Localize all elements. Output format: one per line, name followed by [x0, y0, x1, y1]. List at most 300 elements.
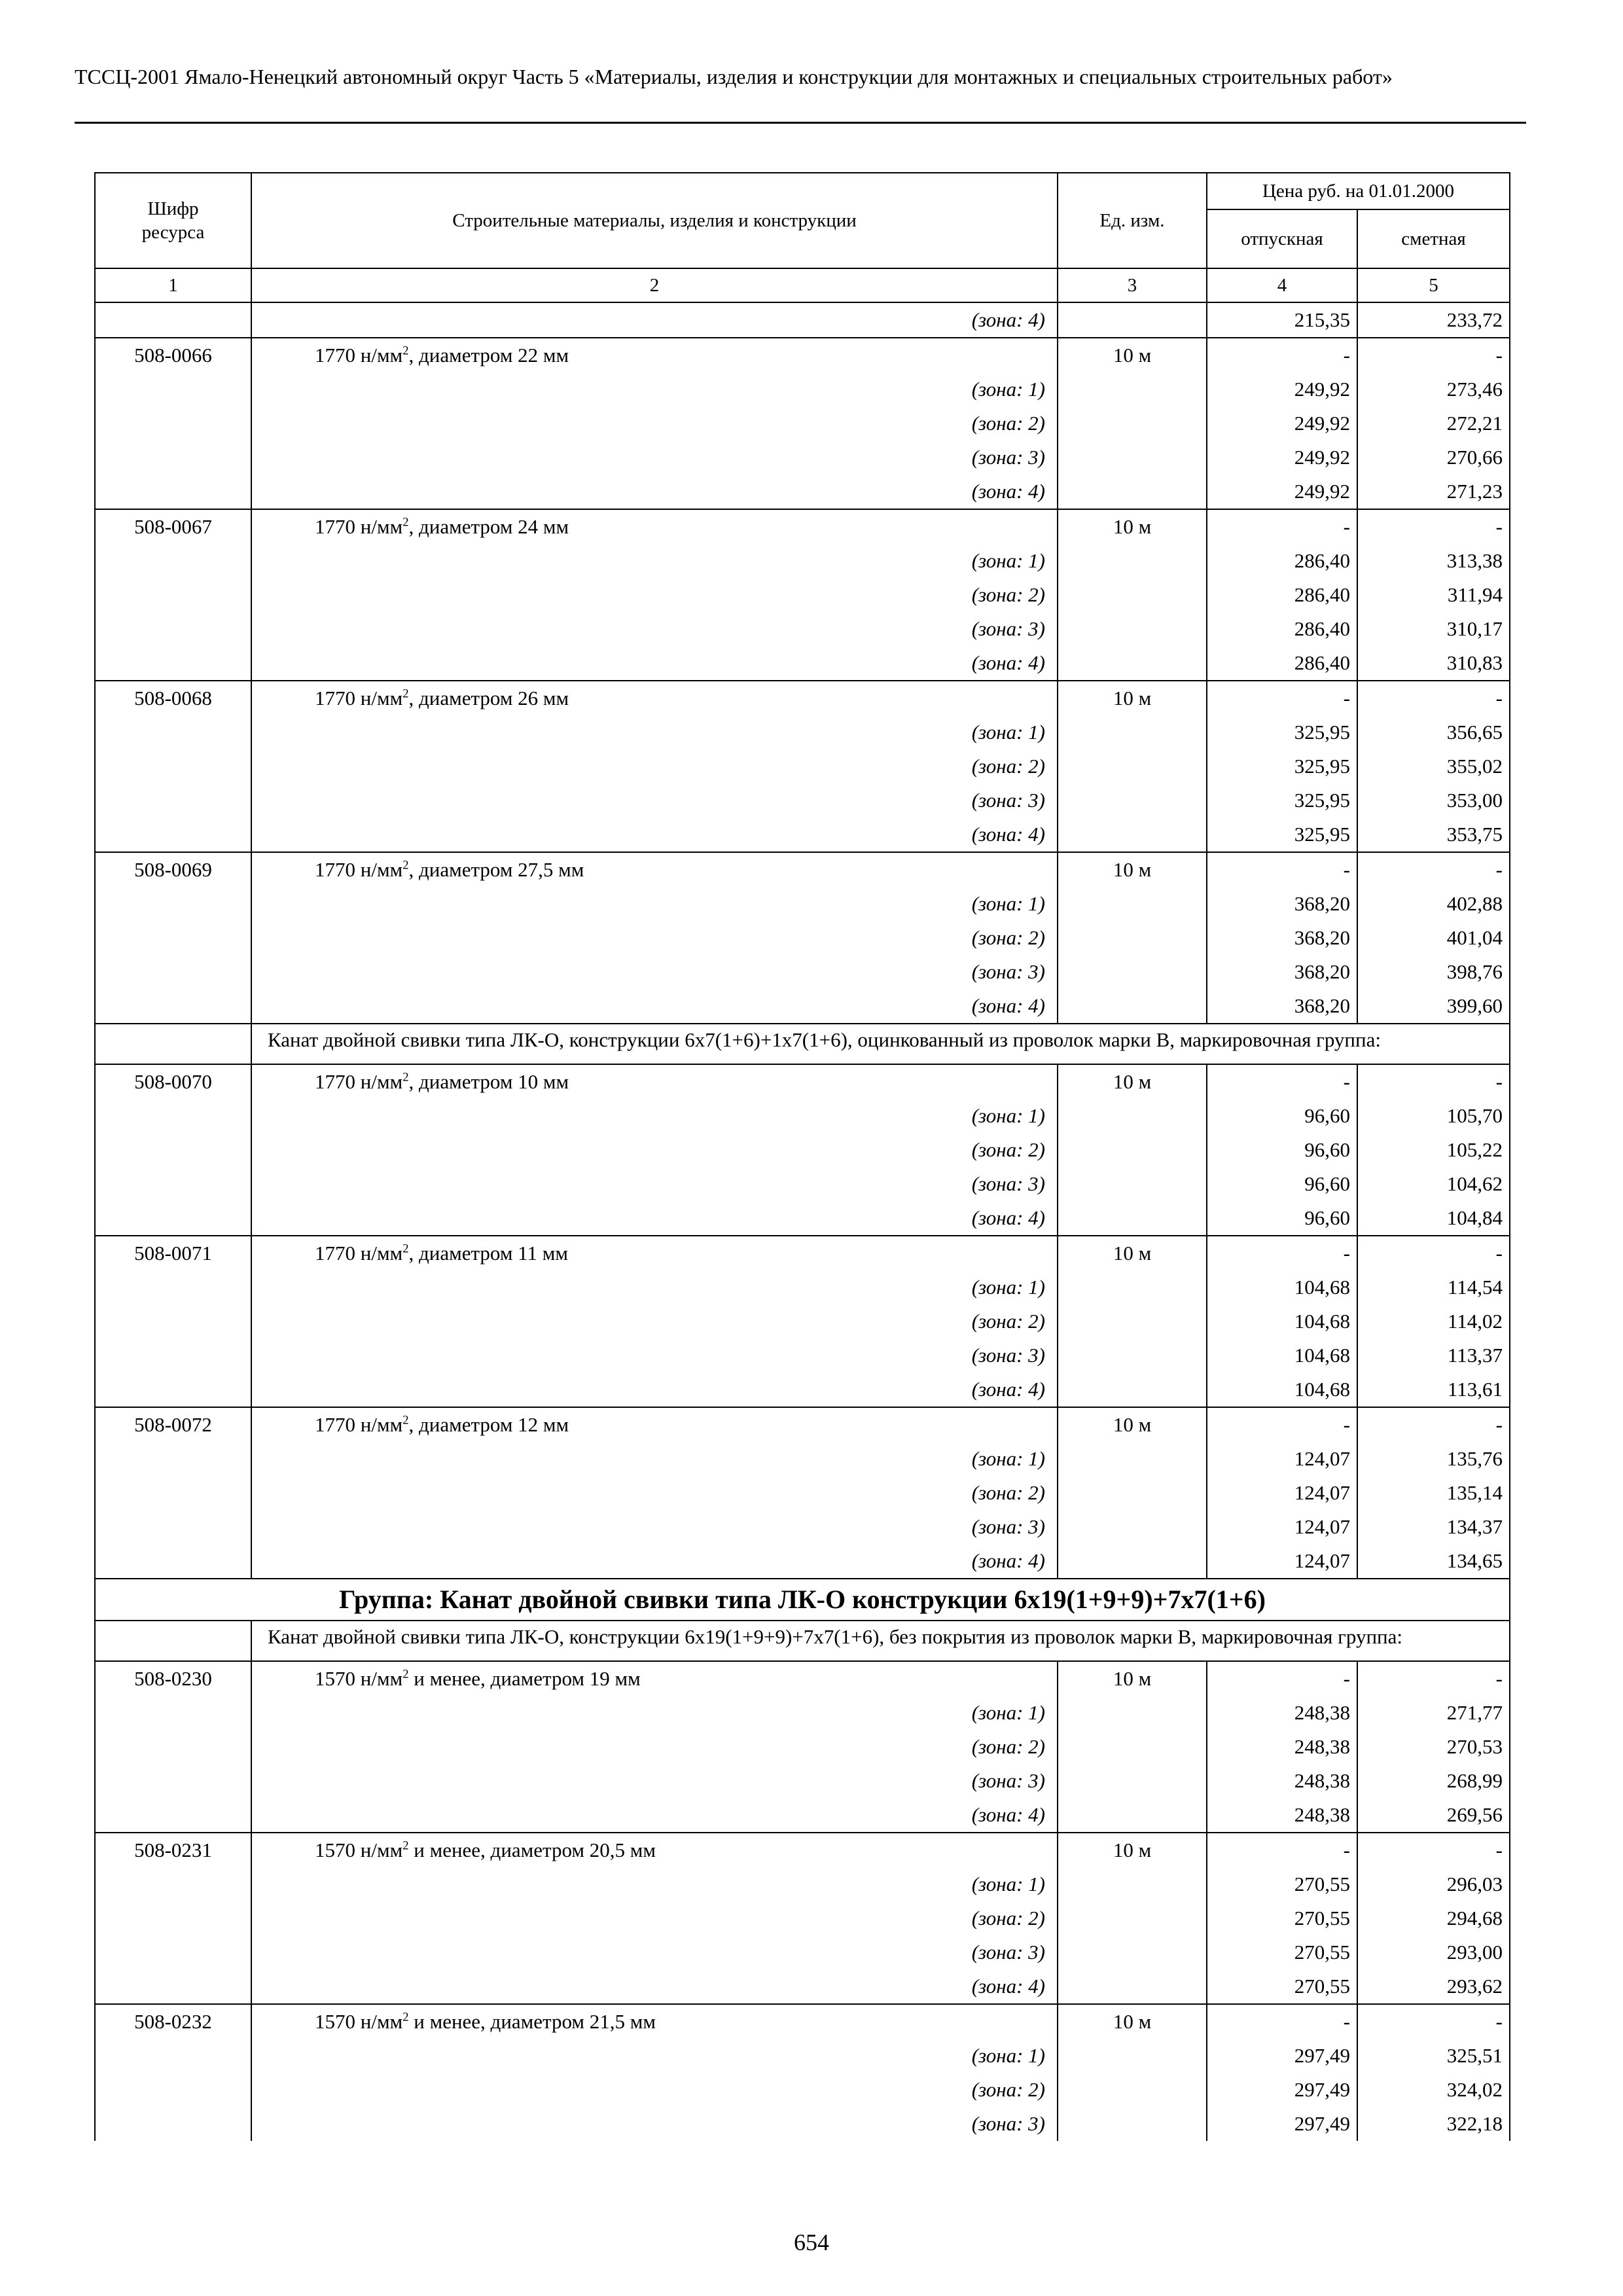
release-price: 96,60: [1207, 1167, 1357, 1201]
col-header-price: Цена руб. на 01.01.2000: [1207, 173, 1510, 209]
code-cell: [95, 1201, 251, 1236]
unit-cell: [1058, 749, 1207, 783]
release-price: 286,40: [1207, 544, 1357, 578]
table-row: [95, 715, 1510, 749]
unit-cell: [1058, 2107, 1207, 2141]
item-name: [251, 681, 1058, 715]
superscript: 2: [402, 858, 409, 872]
release-price: 286,40: [1207, 612, 1357, 646]
zone-label: (зона: 1): [251, 2039, 1058, 2073]
code-cell: [95, 1167, 251, 1201]
unit-cell: [1058, 887, 1207, 921]
release-price: -: [1207, 2004, 1357, 2039]
release-price: 297,49: [1207, 2107, 1357, 2141]
resource-code: 508-0066: [95, 338, 251, 372]
price-table-container: [94, 172, 1509, 2141]
item-name: [251, 1833, 1058, 1867]
superscript: 2: [402, 1413, 409, 1427]
zone-label: (зона: 1): [251, 1270, 1058, 1304]
estimate-price: 313,38: [1357, 544, 1510, 578]
table-row: [95, 681, 1510, 715]
strength-text: 1570 н/мм: [315, 1667, 403, 1690]
unit-cell: [1058, 1372, 1207, 1407]
code-cell: [95, 715, 251, 749]
estimate-price: 114,54: [1357, 1270, 1510, 1304]
estimate-price: 270,66: [1357, 440, 1510, 475]
zone-label: (зона: 3): [251, 1167, 1058, 1201]
unit-cell: [1058, 612, 1207, 646]
zone-label: (зона: 4): [251, 1372, 1058, 1407]
code-cell: [95, 406, 251, 440]
code-cell: [95, 1270, 251, 1304]
table-row: [95, 783, 1510, 817]
superscript: 2: [402, 1242, 409, 1256]
release-price: 297,49: [1207, 2039, 1357, 2073]
release-price: 325,95: [1207, 783, 1357, 817]
strength-text: 1570 н/мм: [315, 1839, 403, 1861]
resource-code: 508-0068: [95, 681, 251, 715]
zone-label: (зона: 2): [251, 1901, 1058, 1935]
superscript: 2: [402, 1839, 409, 1853]
code-cell: [95, 1304, 251, 1338]
estimate-price: 310,17: [1357, 612, 1510, 646]
estimate-price: 233,72: [1357, 302, 1510, 338]
table-row: [95, 2004, 1510, 2039]
strength-text: 1770 н/мм: [315, 1413, 403, 1436]
estimate-price: 104,62: [1357, 1167, 1510, 1201]
table-row: [95, 1730, 1510, 1764]
table-row: [95, 1372, 1510, 1407]
release-price: 248,38: [1207, 1730, 1357, 1764]
release-price: 124,07: [1207, 1476, 1357, 1510]
release-price: -: [1207, 338, 1357, 372]
code-cell: [95, 2039, 251, 2073]
estimate-price: 272,21: [1357, 406, 1510, 440]
table-row: [95, 302, 1510, 338]
estimate-price: 353,75: [1357, 817, 1510, 852]
release-price: -: [1207, 1407, 1357, 1442]
estimate-price: 271,23: [1357, 475, 1510, 509]
code-cell: [95, 1798, 251, 1833]
zone-label: (зона: 2): [251, 921, 1058, 955]
unit-cell: 10 м: [1058, 681, 1207, 715]
code-cell: [95, 887, 251, 921]
unit-cell: [1058, 989, 1207, 1024]
estimate-price: 270,53: [1357, 1730, 1510, 1764]
estimate-price: 271,77: [1357, 1696, 1510, 1730]
estimate-price: 113,61: [1357, 1372, 1510, 1407]
unit-cell: 10 м: [1058, 1407, 1207, 1442]
code-cell: [95, 475, 251, 509]
unit-cell: [1058, 1510, 1207, 1544]
unit-cell: 10 м: [1058, 2004, 1207, 2039]
unit-cell: [1058, 1133, 1207, 1167]
unit-cell: [1058, 1304, 1207, 1338]
release-price: 249,92: [1207, 372, 1357, 406]
price-table: [94, 172, 1510, 2141]
estimate-price: 398,76: [1357, 955, 1510, 989]
unit-cell: [1058, 817, 1207, 852]
estimate-price: 269,56: [1357, 1798, 1510, 1833]
col-header-code: Шифр ресурса: [95, 173, 251, 268]
resource-code: 508-0072: [95, 1407, 251, 1442]
unit-cell: [1058, 1476, 1207, 1510]
table-row: [95, 1442, 1510, 1476]
item-name: [251, 338, 1058, 372]
table-row: [95, 1270, 1510, 1304]
code-cell: [95, 1696, 251, 1730]
resource-code: 508-0231: [95, 1833, 251, 1867]
diameter-text: , диаметром 22 мм: [408, 344, 569, 367]
table-row: [95, 578, 1510, 612]
estimate-price: 356,65: [1357, 715, 1510, 749]
code-cell: [95, 1621, 251, 1661]
item-name: [251, 1064, 1058, 1099]
code-cell: [95, 1764, 251, 1798]
unit-cell: [1058, 955, 1207, 989]
release-price: 104,68: [1207, 1270, 1357, 1304]
code-cell: [95, 989, 251, 1024]
item-name: [251, 1407, 1058, 1442]
unit-cell: [1058, 1730, 1207, 1764]
release-price: 270,55: [1207, 1969, 1357, 2004]
estimate-price: -: [1357, 1236, 1510, 1270]
code-cell: [95, 1969, 251, 2004]
unit-cell: [1058, 1867, 1207, 1901]
zone-label: (зона: 3): [251, 1510, 1058, 1544]
estimate-price: 105,70: [1357, 1099, 1510, 1133]
code-cell: [95, 1442, 251, 1476]
subgroup-description: Канат двойной свивки типа ЛК-О, конструкции 6х7(1+6)+1х7(1+6), оцинкованный из проволок марки В, маркировочная группа:: [251, 1024, 1510, 1064]
estimate-price: 311,94: [1357, 578, 1510, 612]
table-row: [95, 1304, 1510, 1338]
code-cell: [95, 1901, 251, 1935]
estimate-price: 294,68: [1357, 1901, 1510, 1935]
release-price: 248,38: [1207, 1696, 1357, 1730]
superscript: 2: [402, 1667, 409, 1681]
col-header-name: Строительные материалы, изделия и конструкции: [251, 173, 1058, 268]
estimate-price: 401,04: [1357, 921, 1510, 955]
estimate-price: 293,00: [1357, 1935, 1510, 1969]
table-row: [95, 817, 1510, 852]
unit-cell: 10 м: [1058, 1064, 1207, 1099]
estimate-price: 134,65: [1357, 1544, 1510, 1579]
zone-label: (зона: 4): [251, 817, 1058, 852]
table-row: [95, 475, 1510, 509]
release-price: 124,07: [1207, 1544, 1357, 1579]
code-cell: [95, 749, 251, 783]
diameter-text: , диаметром 26 мм: [408, 687, 569, 709]
item-name: [251, 2004, 1058, 2039]
release-price: -: [1207, 1833, 1357, 1867]
code-cell: [95, 921, 251, 955]
strength-text: 1770 н/мм: [315, 858, 403, 881]
estimate-price: 135,14: [1357, 1476, 1510, 1510]
table-row: [95, 1024, 1510, 1064]
estimate-price: 310,83: [1357, 646, 1510, 681]
document-header: ТССЦ-2001 Ямало-Ненецкий автономный округ Часть 5 «Материалы, изделия и конструкции для монтажных и специальных строительных работ»: [75, 65, 1393, 88]
diameter-text: , диаметром 12 мм: [408, 1413, 569, 1436]
item-name: [251, 852, 1058, 887]
col-number: 5: [1357, 268, 1510, 302]
release-price: 368,20: [1207, 921, 1357, 955]
unit-cell: [1058, 440, 1207, 475]
code-cell: [95, 1099, 251, 1133]
code-cell: [95, 1372, 251, 1407]
diameter-text: , диаметром 27,5 мм: [408, 858, 584, 881]
table-row: [95, 1969, 1510, 2004]
superscript: 2: [402, 1070, 409, 1085]
unit-cell: 10 м: [1058, 1661, 1207, 1696]
code-cell: [95, 1730, 251, 1764]
estimate-price: 268,99: [1357, 1764, 1510, 1798]
unit-cell: [1058, 1338, 1207, 1372]
zone-label: (зона: 2): [251, 1133, 1058, 1167]
release-price: 368,20: [1207, 989, 1357, 1024]
zone-label: (зона: 4): [251, 302, 1058, 338]
estimate-price: 399,60: [1357, 989, 1510, 1024]
superscript: 2: [402, 515, 409, 529]
table-row: [95, 372, 1510, 406]
code-cell: [95, 612, 251, 646]
unit-cell: [1058, 1935, 1207, 1969]
superscript: 2: [402, 344, 409, 358]
resource-code: 508-0070: [95, 1064, 251, 1099]
estimate-price: 113,37: [1357, 1338, 1510, 1372]
table-row: [95, 612, 1510, 646]
diameter-text: и менее, диаметром 20,5 мм: [408, 1839, 656, 1861]
release-price: 104,68: [1207, 1372, 1357, 1407]
release-price: -: [1207, 1064, 1357, 1099]
unit-cell: [1058, 544, 1207, 578]
estimate-price: 104,84: [1357, 1201, 1510, 1236]
zone-label: (зона: 2): [251, 578, 1058, 612]
zone-label: (зона: 3): [251, 440, 1058, 475]
table-row: [95, 1621, 1510, 1661]
zone-label: (зона: 1): [251, 715, 1058, 749]
code-cell: [95, 2107, 251, 2141]
estimate-price: 105,22: [1357, 1133, 1510, 1167]
release-price: -: [1207, 681, 1357, 715]
zone-label: (зона: 2): [251, 1730, 1058, 1764]
unit-cell: [1058, 1544, 1207, 1579]
estimate-price: -: [1357, 1833, 1510, 1867]
zone-label: (зона: 3): [251, 612, 1058, 646]
estimate-price: -: [1357, 681, 1510, 715]
estimate-price: 353,00: [1357, 783, 1510, 817]
release-price: 96,60: [1207, 1201, 1357, 1236]
table-row: [95, 2107, 1510, 2141]
table-row: [95, 440, 1510, 475]
table-row: [95, 1798, 1510, 1833]
table-row: [95, 1236, 1510, 1270]
diameter-text: и менее, диаметром 19 мм: [408, 1667, 641, 1690]
zone-label: (зона: 2): [251, 2073, 1058, 2107]
zone-label: (зона: 2): [251, 1304, 1058, 1338]
release-price: 249,92: [1207, 475, 1357, 509]
unit-cell: 10 м: [1058, 1236, 1207, 1270]
item-name: [251, 509, 1058, 544]
zone-label: (зона: 1): [251, 1442, 1058, 1476]
estimate-price: 135,76: [1357, 1442, 1510, 1476]
release-price: 325,95: [1207, 715, 1357, 749]
col-header-unit: Ед. изм.: [1058, 173, 1207, 268]
table-row: [95, 1579, 1510, 1621]
diameter-text: , диаметром 11 мм: [408, 1242, 569, 1265]
zone-label: (зона: 3): [251, 1764, 1058, 1798]
code-cell: [95, 372, 251, 406]
zone-label: (зона: 4): [251, 989, 1058, 1024]
release-price: 124,07: [1207, 1442, 1357, 1476]
resource-code: 508-0069: [95, 852, 251, 887]
estimate-price: -: [1357, 2004, 1510, 2039]
unit-cell: [1058, 2039, 1207, 2073]
table-row: [95, 989, 1510, 1024]
table-row: [95, 1935, 1510, 1969]
release-price: 297,49: [1207, 2073, 1357, 2107]
col-header-release: отпускная: [1207, 209, 1357, 268]
code-cell: [95, 1133, 251, 1167]
zone-label: (зона: 4): [251, 646, 1058, 681]
release-price: 249,92: [1207, 440, 1357, 475]
strength-text: 1770 н/мм: [315, 687, 403, 709]
group-title: Группа: Канат двойной свивки типа ЛК-О конструкции 6х19(1+9+9)+7х7(1+6): [95, 1579, 1510, 1621]
estimate-price: -: [1357, 1407, 1510, 1442]
zone-label: (зона: 1): [251, 1867, 1058, 1901]
table-row: [95, 852, 1510, 887]
unit-cell: [1058, 715, 1207, 749]
code-cell: [95, 302, 251, 338]
col-header-estimate: сметная: [1357, 209, 1510, 268]
table-row: [95, 1133, 1510, 1167]
column-number-row: [95, 268, 1510, 302]
table-row: [95, 1510, 1510, 1544]
unit-cell: [1058, 475, 1207, 509]
unit-cell: [1058, 646, 1207, 681]
table-row: [95, 1064, 1510, 1099]
code-cell: [95, 1024, 251, 1064]
unit-cell: [1058, 372, 1207, 406]
estimate-price: 296,03: [1357, 1867, 1510, 1901]
unit-cell: 10 м: [1058, 338, 1207, 372]
code-cell: [95, 1867, 251, 1901]
table-row: [95, 2039, 1510, 2073]
unit-cell: [1058, 1696, 1207, 1730]
code-cell: [95, 1338, 251, 1372]
col-number: 3: [1058, 268, 1207, 302]
table-row: [95, 1201, 1510, 1236]
estimate-price: 134,37: [1357, 1510, 1510, 1544]
estimate-price: -: [1357, 1661, 1510, 1696]
zone-label: (зона: 4): [251, 1544, 1058, 1579]
col-number: 4: [1207, 268, 1357, 302]
unit-cell: [1058, 1764, 1207, 1798]
release-price: 249,92: [1207, 406, 1357, 440]
code-cell: [95, 544, 251, 578]
zone-label: (зона: 2): [251, 406, 1058, 440]
estimate-price: -: [1357, 509, 1510, 544]
release-price: 270,55: [1207, 1935, 1357, 1969]
diameter-text: , диаметром 10 мм: [408, 1070, 569, 1093]
table-row: [95, 406, 1510, 440]
estimate-price: 114,02: [1357, 1304, 1510, 1338]
unit-cell: [1058, 1901, 1207, 1935]
table-row: [95, 1167, 1510, 1201]
zone-label: (зона: 1): [251, 544, 1058, 578]
table-row: [95, 1338, 1510, 1372]
unit-cell: [1058, 1167, 1207, 1201]
release-price: 96,60: [1207, 1133, 1357, 1167]
table-row: [95, 921, 1510, 955]
strength-text: 1770 н/мм: [315, 344, 403, 367]
table-head: [95, 173, 1510, 302]
release-price: 104,68: [1207, 1338, 1357, 1372]
code-cell: [95, 2073, 251, 2107]
diameter-text: , диаметром 24 мм: [408, 515, 569, 538]
code-cell: [95, 578, 251, 612]
estimate-price: -: [1357, 338, 1510, 372]
zone-label: (зона: 1): [251, 887, 1058, 921]
release-price: -: [1207, 1236, 1357, 1270]
code-cell: [95, 1510, 251, 1544]
code-cell: [95, 1544, 251, 1579]
unit-cell: [1058, 921, 1207, 955]
code-cell: [95, 955, 251, 989]
subgroup-description: Канат двойной свивки типа ЛК-О, конструкции 6х19(1+9+9)+7х7(1+6), без покрытия из проволок марки В, маркировочная группа:: [251, 1621, 1510, 1661]
item-name: [251, 1661, 1058, 1696]
table-row: [95, 1099, 1510, 1133]
table-row: [95, 1764, 1510, 1798]
table-row: [95, 1476, 1510, 1510]
table-row: [95, 338, 1510, 372]
release-price: 96,60: [1207, 1099, 1357, 1133]
zone-label: (зона: 4): [251, 1798, 1058, 1833]
zone-label: (зона: 1): [251, 1099, 1058, 1133]
release-price: 286,40: [1207, 578, 1357, 612]
unit-cell: 10 м: [1058, 1833, 1207, 1867]
diameter-text: и менее, диаметром 21,5 мм: [408, 2010, 656, 2033]
table-row: [95, 1867, 1510, 1901]
unit-cell: [1058, 1798, 1207, 1833]
table-row: [95, 887, 1510, 921]
col-number: 2: [251, 268, 1058, 302]
zone-label: (зона: 2): [251, 1476, 1058, 1510]
code-cell: [95, 1476, 251, 1510]
estimate-price: -: [1357, 852, 1510, 887]
zone-label: (зона: 3): [251, 783, 1058, 817]
estimate-price: 325,51: [1357, 2039, 1510, 2073]
table-row: [95, 1544, 1510, 1579]
unit-cell: [1058, 1442, 1207, 1476]
col-number: 1: [95, 268, 251, 302]
unit-cell: 10 м: [1058, 852, 1207, 887]
release-price: 270,55: [1207, 1867, 1357, 1901]
superscript: 2: [402, 687, 409, 701]
estimate-price: 324,02: [1357, 2073, 1510, 2107]
zone-label: (зона: 4): [251, 1201, 1058, 1236]
estimate-price: 322,18: [1357, 2107, 1510, 2141]
estimate-price: 273,46: [1357, 372, 1510, 406]
table-row: [95, 1901, 1510, 1935]
release-price: 248,38: [1207, 1764, 1357, 1798]
unit-cell: [1058, 783, 1207, 817]
unit-cell: 10 м: [1058, 509, 1207, 544]
table-row: [95, 1407, 1510, 1442]
superscript: 2: [402, 2010, 409, 2024]
zone-label: (зона: 3): [251, 955, 1058, 989]
zone-label: (зона: 4): [251, 1969, 1058, 2004]
release-price: 368,20: [1207, 955, 1357, 989]
